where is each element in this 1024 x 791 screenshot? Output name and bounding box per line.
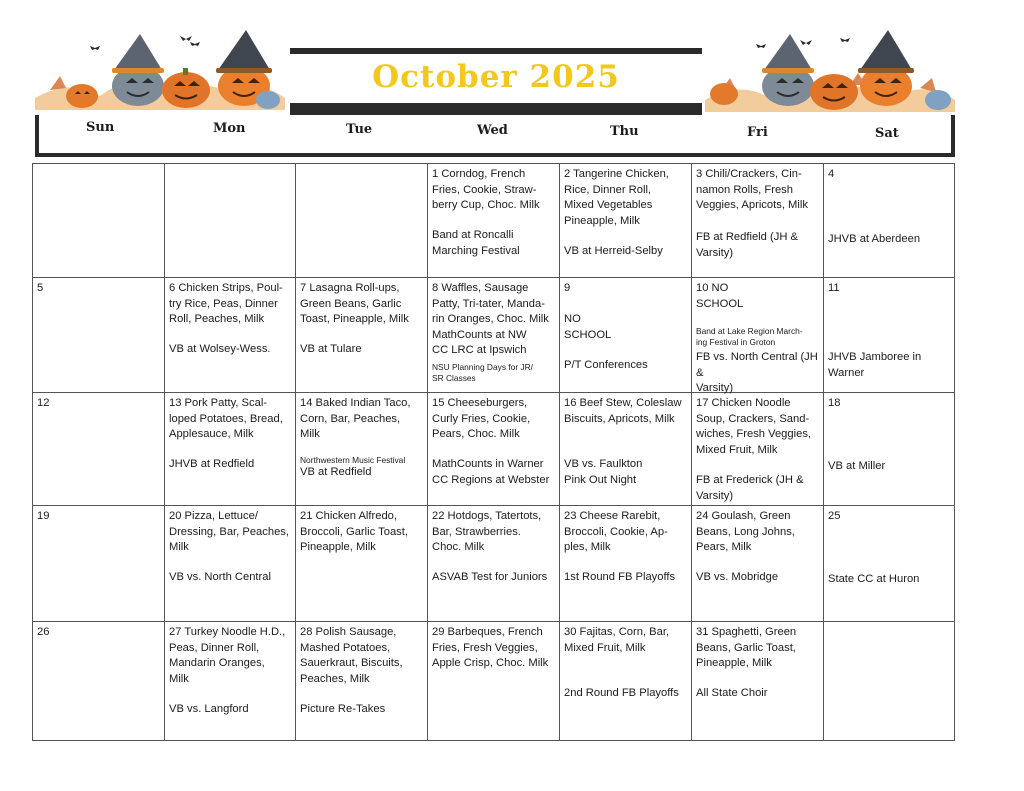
day-menu: 18 <box>828 397 841 409</box>
day-cell-sat <box>824 506 955 622</box>
day-menu: 29 Barbeques, French Fries, Fresh Veggies, Apple Crisp, Choc. Milk <box>432 626 549 670</box>
day-cell-sun <box>33 506 165 622</box>
day-menu: 24 Goulash, Green Beans, Long Johns, Pears, Milk <box>696 510 795 554</box>
day-cell-wed <box>428 506 560 622</box>
day-menu: 17 Chicken Noodle Soup, Crackers, Sand- wiches, Fresh Veggies, Mixed Fruit, Milk <box>696 397 812 456</box>
day-menu: 10 NO SCHOOL <box>696 282 744 310</box>
day-cell-fri <box>692 393 824 506</box>
day-name-wed: Wed <box>477 123 508 138</box>
week-row <box>33 278 955 393</box>
page-title: October 2025 <box>372 59 620 95</box>
day-cell-sun <box>33 393 165 506</box>
day-menu: 6 Chicken Strips, Poul- try Rice, Peas, Dinner Roll, Peaches, Milk <box>169 282 283 326</box>
day-activity: JHVB at Aberdeen <box>828 233 921 245</box>
day-menu: 4 <box>828 168 835 180</box>
day-activity: Picture Re-Takes <box>300 703 386 715</box>
day-cell-fri <box>692 622 824 741</box>
day-note: Band at Lake Region March- ing Festival in Groton <box>696 326 803 347</box>
day-cell-wed <box>428 622 560 741</box>
day-activity: VB at Herreid-Selby <box>564 245 663 257</box>
day-cell-mon <box>165 164 296 278</box>
day-activity: VB at Miller <box>828 460 886 472</box>
day-cell-mon <box>165 278 296 393</box>
week-row <box>33 164 955 278</box>
day-activity: FB at Redfield (JH & Varsity) <box>696 231 798 259</box>
day-activity: FB at Frederick (JH & Varsity) <box>696 474 804 502</box>
day-name-sun: Sun <box>86 120 115 135</box>
day-name-thu: Thu <box>610 124 639 139</box>
day-activity: VB at Wolsey-Wess. <box>169 343 271 355</box>
day-cell-tue <box>296 506 428 622</box>
day-activity: ASVAB Test for Juniors <box>432 571 548 583</box>
day-activity: JHVB at Redfield <box>169 458 255 470</box>
day-menu: 15 Cheeseburgers, Curly Fries, Cookie, Pears, Choc. Milk <box>432 397 531 441</box>
day-activity: P/T Conferences <box>564 359 648 371</box>
day-cell-tue <box>296 278 428 393</box>
day-menu: 3 Chili/Crackers, Cin- namon Rolls, Fresh Veggies, Apricots, Milk <box>696 168 808 212</box>
day-activity: 1st Round FB Playoffs <box>564 571 676 583</box>
day-cell-sat <box>824 393 955 506</box>
day-activity: VB vs. Langford <box>169 703 249 715</box>
day-activity: VB vs. Faulkton Pink Out Night <box>564 458 643 486</box>
day-menu: 2 Tangerine Chicken, Rice, Dinner Roll, Mixed Vegetables Pineapple, Milk <box>564 168 669 227</box>
day-cell-thu <box>560 393 692 506</box>
day-cell-thu <box>560 164 692 278</box>
day-menu: 11 <box>828 282 840 294</box>
day-menu: 5 <box>37 282 44 294</box>
day-menu: 23 Cheese Rarebit, Broccoli, Cookie, Ap- ples, Milk <box>564 510 668 554</box>
day-name-fri: Fri <box>747 125 768 140</box>
pumpkin-decoration-right <box>700 30 958 112</box>
day-menu: 20 Pizza, Lettuce/ Dressing, Bar, Peaches, Milk <box>169 510 290 554</box>
day-cell-sat <box>824 622 955 741</box>
day-menu: 9 NO SCHOOL <box>564 282 612 341</box>
day-menu: 13 Pork Patty, Scal- loped Potatoes, Bread, Applesauce, Milk <box>169 397 283 441</box>
day-cell-wed <box>428 164 560 278</box>
day-cell-sun <box>33 622 165 741</box>
day-cell-fri <box>692 506 824 622</box>
title-rule-top <box>290 48 702 54</box>
day-note: Northwestern Music Festival <box>300 455 406 465</box>
day-cell-sat <box>824 278 955 393</box>
day-cell-tue <box>296 622 428 741</box>
day-cell-tue <box>296 393 428 506</box>
day-cell-fri <box>692 278 824 393</box>
day-name-mon: Mon <box>213 121 246 136</box>
calendar-grid <box>32 163 955 741</box>
day-activity: Band at Roncalli Marching Festival <box>432 229 520 257</box>
day-activity: VB vs. Mobridge <box>696 571 779 583</box>
week-row <box>33 393 955 506</box>
day-activity: State CC at Huron <box>828 573 920 585</box>
week-row <box>33 622 955 741</box>
day-cell-mon <box>165 393 296 506</box>
day-cell-thu <box>560 278 692 393</box>
day-menu: 25 <box>828 510 841 522</box>
day-name-tue: Tue <box>346 122 373 137</box>
day-cell-thu <box>560 622 692 741</box>
pumpkin-decoration-left <box>30 28 288 110</box>
day-cell-wed <box>428 278 560 393</box>
day-cell-sun <box>33 278 165 393</box>
day-cell-mon <box>165 622 296 741</box>
day-activity: JHVB Jamboree in Warner <box>828 351 922 379</box>
day-menu: 12 <box>37 397 50 409</box>
title-rule-bottom <box>290 103 702 115</box>
day-menu: 16 Beef Stew, Coleslaw Biscuits, Apricots, Milk <box>564 397 682 425</box>
day-menu: 8 Waffles, Sausage Patty, Tri-tater, Manda- rin Oranges, Choc. Milk MathCounts at NW CC LRC at Ipswich <box>432 282 549 357</box>
day-menu: 21 Chicken Alfredo, Broccoli, Garlic Toast, Pineapple, Milk <box>300 510 408 554</box>
day-cell-thu <box>560 506 692 622</box>
day-activity: 2nd Round FB Playoffs <box>564 687 679 699</box>
day-activity: MathCounts in Warner CC Regions at Webster <box>432 458 550 486</box>
day-activity: All State Choir <box>696 687 768 699</box>
day-activity: VB vs. North Central <box>169 571 271 583</box>
day-menu: 28 Polish Sausage, Mashed Potatoes, Sauerkraut, Biscuits, Peaches, Milk <box>300 626 403 685</box>
day-menu: 31 Spaghetti, Green Beans, Garlic Toast, Pineapple, Milk <box>696 626 797 670</box>
day-name-sat: Sat <box>875 126 899 141</box>
day-menu: 7 Lasagna Roll-ups, Green Beans, Garlic Toast, Pineapple, Milk <box>300 282 409 326</box>
day-menu: 14 Baked Indian Taco, Corn, Bar, Peaches, Milk <box>300 397 411 441</box>
day-menu: 1 Corndog, French Fries, Cookie, Straw- berry Cup, Choc. Milk <box>432 168 540 212</box>
day-activity: VB at Tulare <box>300 343 362 355</box>
week-row <box>33 506 955 622</box>
day-menu: 30 Fajitas, Corn, Bar, Mixed Fruit, Milk <box>564 626 670 654</box>
day-activity: FB vs. North Central (JH & Varsity) <box>696 351 818 395</box>
day-menu: 26 <box>37 626 50 638</box>
day-activity: VB at Redfield <box>300 466 372 478</box>
day-menu: 19 <box>37 510 50 522</box>
day-menu: 27 Turkey Noodle H.D., Peas, Dinner Roll, Mandarin Oranges, Milk <box>169 626 286 685</box>
day-cell-wed <box>428 393 560 506</box>
day-cell-fri <box>692 164 824 278</box>
day-cell-tue <box>296 164 428 278</box>
day-cell-mon <box>165 506 296 622</box>
day-menu: 22 Hotdogs, Tatertots, Bar, Strawberries. Choc. Milk <box>432 510 542 554</box>
day-note: NSU Planning Days for JR/ SR Classes <box>432 362 534 383</box>
day-cell-sat <box>824 164 955 278</box>
day-cell-sun <box>33 164 165 278</box>
